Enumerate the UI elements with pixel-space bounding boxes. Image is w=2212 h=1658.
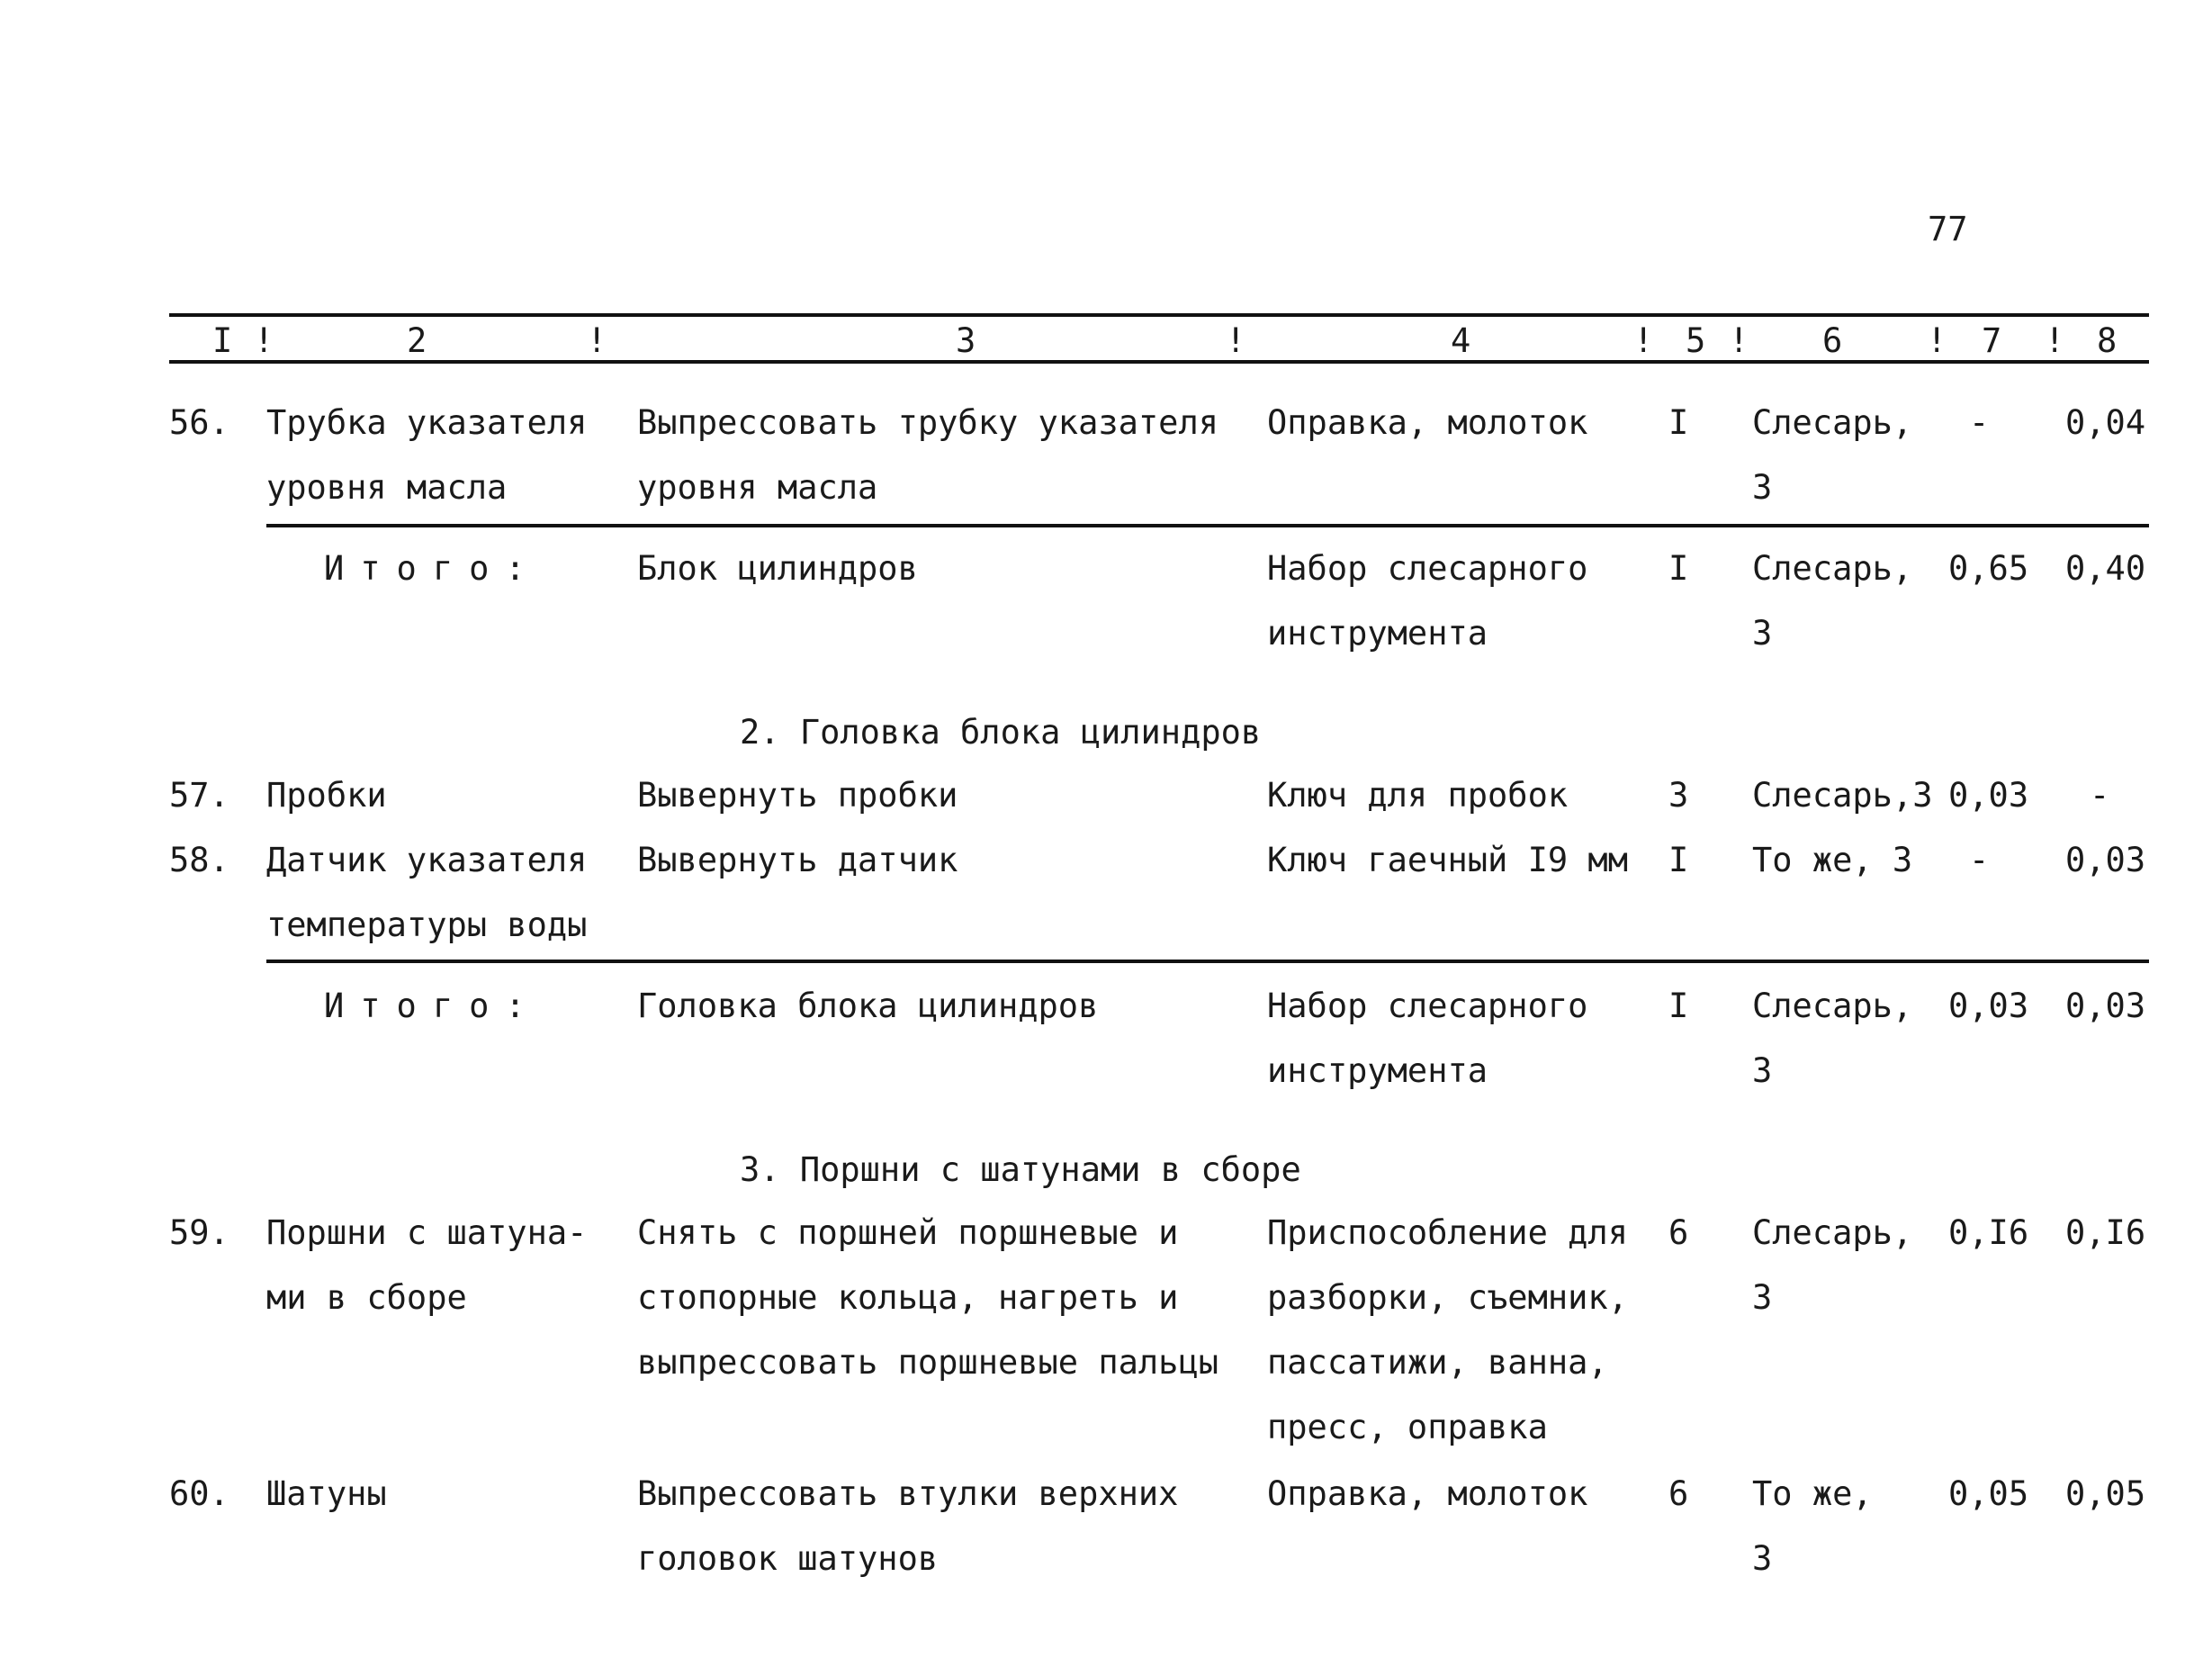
section-heading-2: 2. Головка блока цилиндров <box>740 713 1262 752</box>
header-col-2: 2 <box>407 321 427 360</box>
header-bottom-rule <box>169 360 2149 364</box>
col5-cell: 6 <box>1668 1474 1689 1513</box>
operation-cell: Выпрессовать трубку указателя уровня масла <box>637 403 1219 507</box>
worker-cell: Слесарь, 3 <box>1752 987 1913 1090</box>
worker-cell: Слесарь, 3 <box>1752 1213 1913 1317</box>
tool-cell: Набор слесарного инструмента <box>1267 987 1588 1090</box>
header-col-1: I <box>212 321 233 360</box>
subtotal-rule <box>266 524 2149 527</box>
tool-cell: Оправка, молоток <box>1267 403 1588 442</box>
col5-cell: I <box>1668 403 1689 442</box>
header-sep: ! <box>587 321 607 360</box>
col5-cell: I <box>1668 987 1689 1025</box>
part-cell: Пробки <box>266 776 387 815</box>
page-number: 77 <box>1928 210 1968 248</box>
operation-cell: Вывернуть пробки <box>637 776 958 815</box>
header-col-6: 6 <box>1822 321 1843 360</box>
tool-cell: Набор слесарного инструмента <box>1267 549 1588 653</box>
col8-cell: 0,03 <box>2065 841 2146 879</box>
operation-cell: Блок цилиндров <box>637 549 918 588</box>
tool-cell: Приспособление для разборки, съемник, пассатижи, ванна, пресс, оправка <box>1267 1213 1628 1446</box>
col5-cell: 3 <box>1668 776 1689 815</box>
col7-cell: 0,03 <box>1948 776 2029 815</box>
col8-cell: 0,04 <box>2065 403 2146 442</box>
header-col-3: 3 <box>956 321 976 360</box>
part-cell: Поршни с шатуна- ми в сборе <box>266 1213 588 1317</box>
row-number: 60. <box>169 1474 229 1513</box>
col7-cell: 0,I6 <box>1948 1213 2029 1252</box>
part-cell: Датчик указателя температуры воды <box>266 841 588 944</box>
worker-cell: Слесарь, 3 <box>1752 403 1913 507</box>
worker-cell: То же, 3 <box>1752 1474 1873 1578</box>
header-sep: ! <box>1927 321 1947 360</box>
col5-cell: I <box>1668 549 1689 588</box>
col8-cell: - <box>2090 776 2110 815</box>
col7-cell: 0,05 <box>1948 1474 2029 1513</box>
part-cell: Шатуны <box>266 1474 387 1513</box>
header-col-7: 7 <box>1982 321 2002 360</box>
col7-cell: - <box>1969 841 1990 879</box>
section-heading-3: 3. Поршни с шатунами в сборе <box>740 1150 1301 1189</box>
row-number: 56. <box>169 403 229 442</box>
header-sep: ! <box>2045 321 2065 360</box>
row-number: 58. <box>169 841 229 879</box>
row-number: 57. <box>169 776 229 815</box>
col5-cell: 6 <box>1668 1213 1689 1252</box>
header-col-4: 4 <box>1451 321 1471 360</box>
operation-cell: Головка блока цилиндров <box>637 987 1099 1025</box>
header-top-rule <box>169 313 2149 317</box>
tool-cell: Ключ для пробок <box>1267 776 1569 815</box>
col8-cell: 0,40 <box>2065 549 2146 588</box>
header-sep: ! <box>1729 321 1749 360</box>
part-cell: Трубка указателя уровня масла <box>266 403 588 507</box>
col8-cell: 0,03 <box>2065 987 2146 1025</box>
col8-cell: 0,05 <box>2065 1474 2146 1513</box>
operation-cell: Снять с поршней поршневые и стопорные кольца, нагреть и выпрессовать поршневые пальцы <box>637 1213 1219 1382</box>
worker-cell: Слесарь, 3 <box>1752 549 1913 653</box>
header-sep: ! <box>1226 321 1246 360</box>
operation-cell: Вывернуть датчик <box>637 841 958 879</box>
total-label: Итого: <box>324 549 542 588</box>
worker-cell: Слесарь,3 <box>1752 776 1933 815</box>
total-label: Итого: <box>324 987 542 1025</box>
row-number: 59. <box>169 1213 229 1252</box>
tool-cell: Оправка, молоток <box>1267 1474 1588 1513</box>
header-sep: ! <box>254 321 274 360</box>
col7-cell: 0,03 <box>1948 987 2029 1025</box>
col7-cell: 0,65 <box>1948 549 2029 588</box>
header-col-5: 5 <box>1686 321 1706 360</box>
worker-cell: То же, 3 <box>1752 841 1913 879</box>
col7-cell: - <box>1969 403 1990 442</box>
subtotal-rule <box>266 960 2149 963</box>
header-sep: ! <box>1633 321 1654 360</box>
col5-cell: I <box>1668 841 1689 879</box>
col8-cell: 0,I6 <box>2065 1213 2146 1252</box>
tool-cell: Ключ гаечный I9 мм <box>1267 841 1628 879</box>
header-col-8: 8 <box>2097 321 2118 360</box>
operation-cell: Выпрессовать втулки верхних головок шатунов <box>637 1474 1179 1578</box>
